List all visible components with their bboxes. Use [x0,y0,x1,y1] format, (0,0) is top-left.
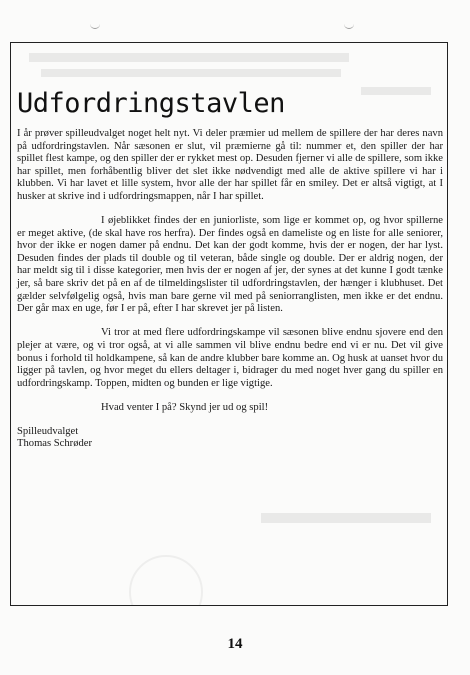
paragraph-1: I år prøver spilleudvalget noget helt nyt. Vi deler præmier ud mellem de spillere der har deres navn på udfordringstavlen. Når sæsonen er slut, vil præmierne gå til: nummer et, den spiller der har spillet flest kampe, og den spiller der er rykket mest op. Desuden fjerner vi alle de spillere, som ikke har spillet, men forhåbentlig bliver det slet ikke nødvendigt med alle de aktive spillere vi har i klubben. Vi har lavet et lille system, hvor alle der har spillet får en smiley. Det er altså vigtigt, at I husker at skrive ind i udfordringsmappen, når I har spillet. [17,128,443,202]
punch-hole-mark [90,22,100,29]
signature-author: Thomas Schrøder [17,438,93,450]
closing-line: Hvad venter I på? Skynd jer ud og spil! [101,401,269,413]
show-through-mark [29,53,349,62]
signature-committee: Spilleudvalget [17,425,79,437]
show-through-stamp [129,555,203,606]
show-through-mark [41,69,341,77]
show-through-mark [261,513,431,523]
show-through-mark [361,87,431,95]
punch-hole-mark [344,22,354,29]
paragraph-3: Vi tror at med flere udfordringskampe vil sæsonen blive endnu sjovere end den plejer at være, og vi tror også, at vi alle sammen vil blive endnu bedre end vi er nu. Det vil give bonus i forhold til holdkampene, så kan de andre klubber bare komme an. Og husk at uanset hvor du ligger på tavlen, og hvor meget du ellers deltager i, bidrager du med noget hver gang du spiller en udfordringskamp. Toppen, midten og bunden er lige vigtige. [17,327,444,389]
article-title: Udfordringstavlen [17,88,285,119]
paragraph-2: I øjeblikket findes der en juniorliste, som lige er kommet op, og hvor spillerne er meget aktive, (de skal have ros herfra). Der findes også en dameliste og en liste for alle seniorer, hvor der ikke er nogen damer på endnu. Det kan der godt komme, hvis der er nogen, der har lyst. Desuden findes der plads til double og til veteran, både single og double. Der er aldrig nogen, der har meldt sig til i disse kategorier, men hvis der er nogen af jer, der synes at det kunne I godt tænke jer, så bare skriv det på en af de tilmeldingslister til udfordringstavlen, der hænger i klubhuset. Det gælder selvfølgelig også, hvis man bare gerne vil med på seniorranglisten, men ikke er det endnu. Der går max en uge, før I er på, efter I har skrevet jer på listen. [17,215,443,315]
page-number: 14 [227,636,243,652]
article-body [17,128,443,451]
